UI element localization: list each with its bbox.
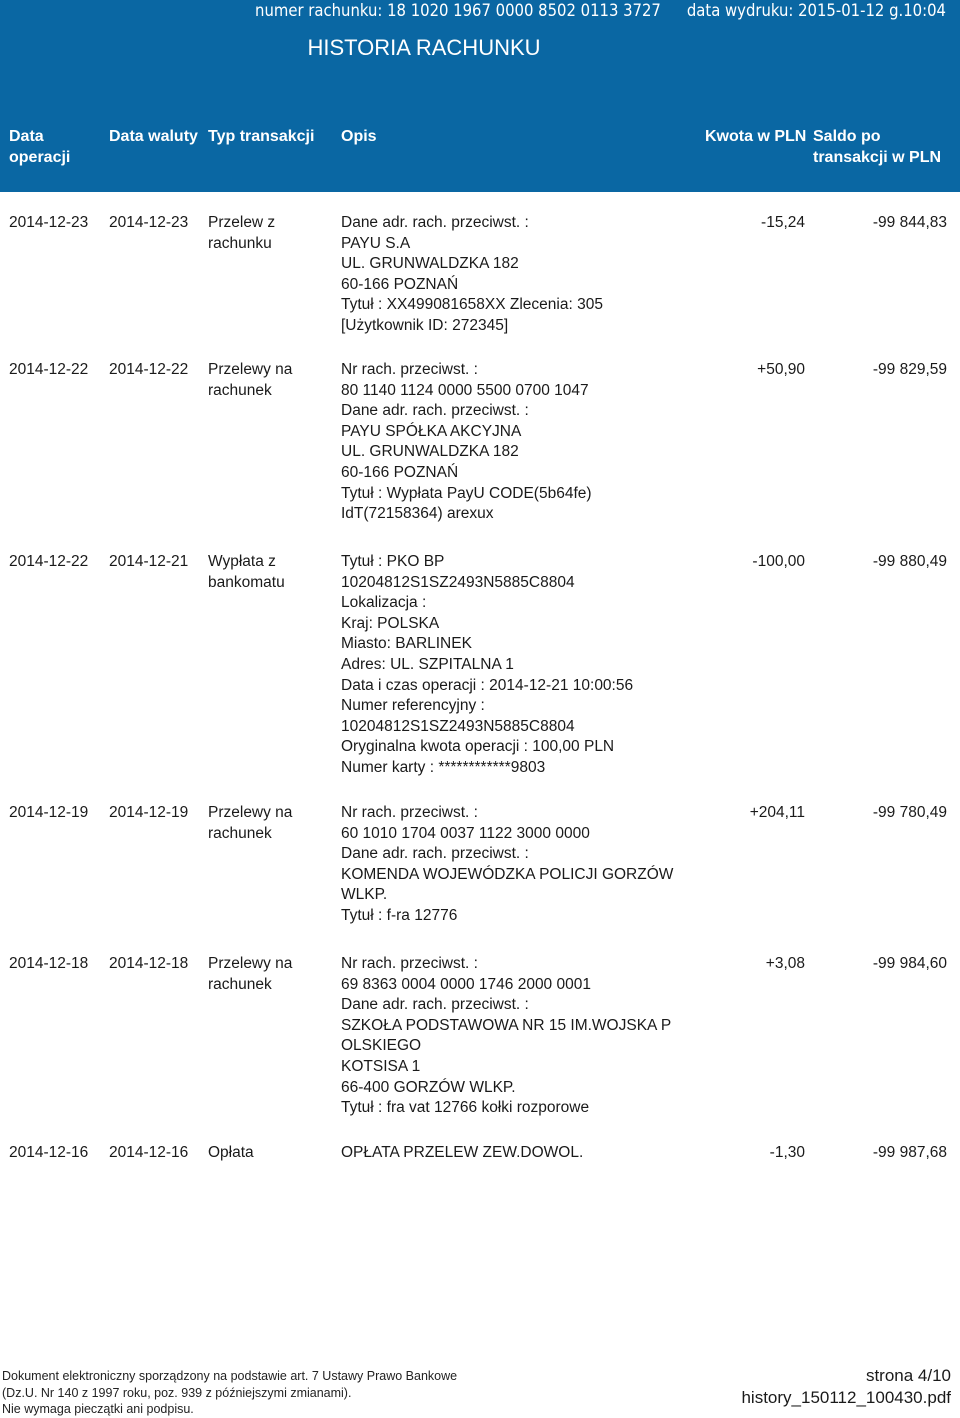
column-header-date-line: operacji: [9, 149, 71, 166]
column-header-value-date: Data waluty: [109, 128, 198, 145]
column-header-description: Opis: [341, 128, 377, 145]
description-line: 66-400 GORZÓW WLKP.: [341, 1078, 516, 1096]
transaction-description: [341, 1143, 686, 1164]
balance-after: -99 880,49: [872, 553, 947, 570]
description-line: Data i czas operacji : 2014-12-21 10:00:56: [341, 676, 634, 694]
column-header-amount: Kwota w PLN: [705, 128, 807, 145]
column-header-date: [9, 126, 70, 168]
account-number-label: numer rachunku:: [255, 1, 383, 20]
print-date-label: data wydruku:: [686, 1, 794, 20]
transaction-type: Przelewy na rachunek: [208, 804, 293, 842]
operation-date: 2014-12-23: [9, 214, 89, 231]
value-date: 2014-12-16: [109, 1144, 189, 1161]
description-line: 60 1010 1704 0037 1122 3000 0000: [341, 824, 590, 842]
print-date-line: [687, 1, 946, 20]
operation-date: 2014-12-19: [9, 804, 89, 821]
transaction-type: Wypłata z bankomatu: [208, 553, 285, 591]
description-line: Oryginalna kwota operacji : 100,00 PLN: [341, 738, 615, 756]
description-line: OPŁATA PRZELEW ZEW.DOWOL.: [341, 1144, 584, 1161]
description-line: Nr rach. przeciwst. :: [341, 955, 478, 972]
transaction-description: [341, 954, 686, 1119]
value-date: 2014-12-18: [109, 955, 189, 972]
print-date-value: 2015-01-12 g.10:04: [798, 1, 946, 20]
description-line: PAYU S.A: [341, 234, 411, 252]
description-line: Nr rach. przeciwst. :: [341, 361, 478, 378]
table-header: [0, 96, 960, 192]
transaction-description: [341, 552, 686, 779]
column-header-balance: [813, 126, 941, 168]
description-line: Dane adr. rach. przeciwst. :: [341, 214, 529, 231]
description-line: Adres: UL. SZPITALNA 1: [341, 655, 514, 673]
description-line: 60-166 POZNAŃ: [341, 275, 459, 293]
operation-date: 2014-12-22: [9, 361, 89, 378]
legal-notice-line: (Dz.U. Nr 140 z 1997 roku, poz. 939 z późniejszymi zmianami).: [2, 1385, 352, 1400]
description-line: 10204812S1SZ2493N5885C8804: [341, 717, 575, 735]
transaction-description: [341, 213, 686, 337]
file-name: history_150112_100430.pdf: [741, 1388, 951, 1407]
balance-after: -99 844,83: [872, 214, 947, 231]
description-line: WLKP.: [341, 886, 388, 904]
transaction-type: Przelewy na rachunek: [208, 361, 293, 399]
description-line: UL. GRUNWALDZKA 182: [341, 443, 519, 461]
account-number-line: [255, 1, 661, 20]
amount: -15,24: [761, 214, 805, 231]
description-line: 10204812S1SZ2493N5885C8804: [341, 573, 575, 591]
description-line: UL. GRUNWALDZKA 182: [341, 255, 519, 273]
description-line: Numer karty : ************9803: [341, 758, 546, 776]
legal-notice: [2, 1368, 457, 1418]
column-header-balance-line: transakcji w PLN: [813, 149, 942, 166]
balance-after: -99 984,60: [872, 955, 947, 972]
legal-notice-line: Nie wymaga pieczątki ani podpisu.: [2, 1402, 194, 1416]
legal-notice-line: Dokument elektroniczny sporządzony na podstawie art. 7 Ustawy Prawo Bankowe: [2, 1369, 458, 1383]
value-date: 2014-12-22: [109, 361, 189, 378]
description-line: Numer referencyjny :: [341, 697, 485, 715]
balance-after: -99 780,49: [872, 804, 947, 821]
description-line: 69 8363 0004 0000 1746 2000 0001: [341, 975, 591, 993]
description-line: Dane adr. rach. przeciwst. :: [341, 996, 529, 1014]
description-line: Tytuł : Wypłata PayU CODE(5b64fe): [341, 484, 592, 502]
operation-date: 2014-12-16: [9, 1144, 89, 1161]
description-line: Lokalizacja :: [341, 594, 427, 612]
description-line: IdT(72158364) arexux: [341, 505, 494, 523]
description-line: PAYU SPÓŁKA AKCYJNA: [341, 422, 522, 440]
description-line: Nr rach. przeciwst. :: [341, 804, 478, 821]
column-header-type: Typ transakcji: [208, 128, 315, 145]
description-line: Tytuł : f-ra 12776: [341, 906, 458, 924]
transaction-type: Przelewy na rachunek: [208, 955, 293, 993]
transaction-description: [341, 360, 686, 525]
amount: +3,08: [765, 955, 805, 972]
description-line: Tytuł : fra vat 12766 kołki rozporowe: [341, 1099, 590, 1117]
description-line: Kraj: POLSKA: [341, 614, 440, 632]
description-line: KOMENDA WOJEWÓDZKA POLICJI GORZÓW: [341, 865, 674, 883]
description-line: KOTSISA 1: [341, 1057, 421, 1075]
value-date: 2014-12-19: [109, 804, 189, 821]
document-header: [0, 0, 960, 96]
description-line: Dane adr. rach. przeciwst. :: [341, 402, 529, 420]
description-line: Tytuł : PKO BP: [341, 553, 445, 570]
description-line: Miasto: BARLINEK: [341, 635, 472, 653]
amount: +50,90: [757, 361, 805, 378]
operation-date: 2014-12-22: [9, 553, 89, 570]
value-date: 2014-12-21: [109, 553, 189, 570]
page-title: HISTORIA RACHUNKU: [307, 35, 541, 60]
transaction-type: Przelew z rachunku: [208, 214, 276, 252]
balance-after: -99 829,59: [872, 361, 947, 378]
description-line: [Użytkownik ID: 272345]: [341, 316, 509, 334]
document-footer: [0, 1366, 960, 1416]
description-line: 80 1140 1124 0000 5500 0700 1047: [341, 381, 589, 399]
column-header-date-line: Data: [9, 128, 44, 145]
description-line: SZKOŁA PODSTAWOWA NR 15 IM.WOJSKA P: [341, 1016, 672, 1034]
header-meta: [255, 1, 946, 20]
page-number: strona 4/10: [865, 1366, 951, 1385]
column-header-balance-line: Saldo po: [813, 128, 881, 145]
description-line: 60-166 POZNAŃ: [341, 463, 459, 481]
amount: -100,00: [752, 553, 805, 570]
transaction-description: [341, 803, 686, 927]
transaction-type: Opłata: [208, 1144, 254, 1161]
description-line: Dane adr. rach. przeciwst. :: [341, 845, 529, 863]
description-line: Tytuł : XX499081658XX Zlecenia: 305: [341, 296, 603, 314]
description-line: OLSKIEGO: [341, 1037, 422, 1055]
amount: +204,11: [749, 804, 805, 821]
operation-date: 2014-12-18: [9, 955, 89, 972]
account-number-value: 18 1020 1967 0000 8502 0113 3727: [387, 1, 661, 20]
balance-after: -99 987,68: [872, 1144, 947, 1161]
amount: -1,30: [769, 1144, 805, 1161]
value-date: 2014-12-23: [109, 214, 189, 231]
